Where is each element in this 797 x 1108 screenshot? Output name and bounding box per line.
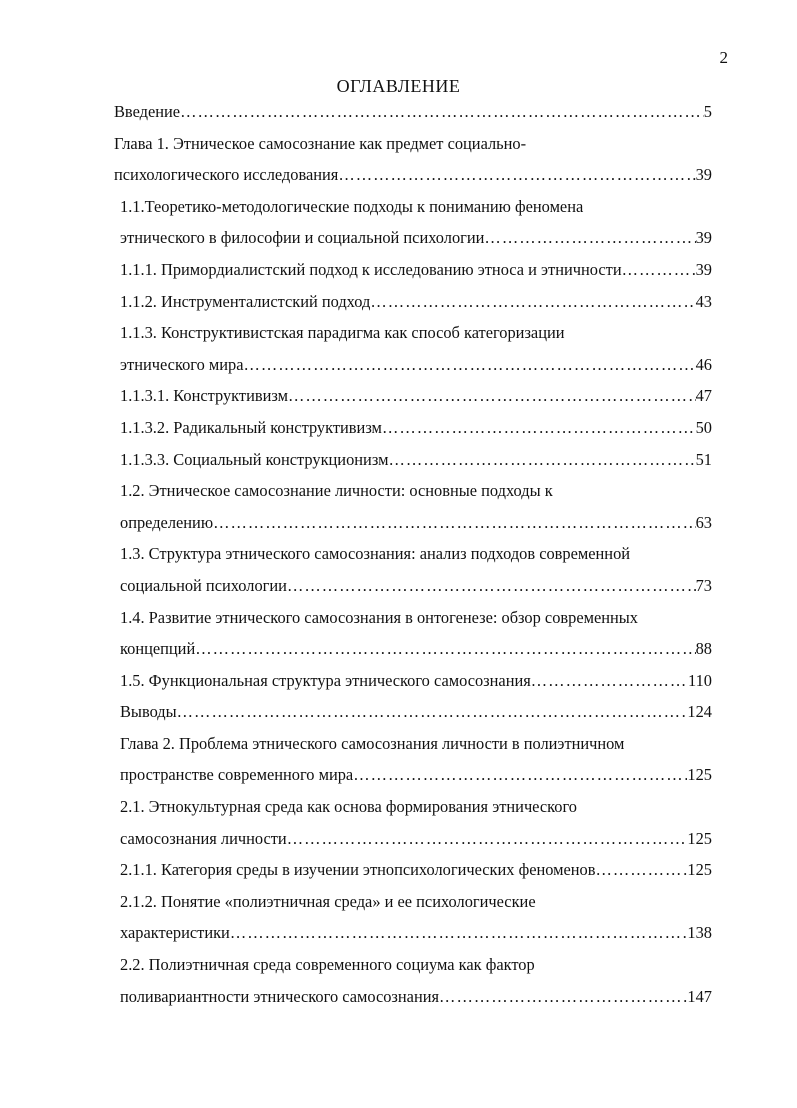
toc-entry	[114, 759, 712, 791]
toc-entry-page: 46	[695, 354, 712, 374]
toc-entry-text: Введение	[114, 102, 181, 121]
toc-entry-text: пространстве современного мира	[120, 765, 354, 785]
toc-entry	[114, 412, 712, 444]
toc-dot-leader	[484, 222, 695, 254]
toc-entry-page: 88	[695, 639, 712, 659]
toc-entry-text: 1.1.3.3. Социальный конструкционизм	[120, 449, 389, 469]
toc-dot-leader	[370, 286, 695, 318]
toc-entry	[114, 96, 712, 128]
toc-dot-leader	[288, 380, 696, 412]
toc-entry-page: 50	[695, 417, 712, 437]
toc-entry	[114, 823, 712, 855]
toc-entry	[114, 633, 712, 665]
toc-title: ОГЛАВЛЕНИЕ	[336, 76, 461, 96]
toc-entry-text: 2.1. Этнокультурная среда как основа формирования этнического	[120, 797, 577, 817]
toc-dot-leader	[287, 570, 696, 602]
toc-entry-page: 138	[687, 923, 712, 943]
toc-entry-text: 1.1.2. Инструменталистский подход	[120, 291, 371, 311]
toc-entry-text: 1.1.3. Конструктивистская парадигма как способ категоризации	[120, 323, 565, 343]
toc-entry	[114, 886, 712, 918]
toc-entry-text: 1.1.Теоретико-методологические подходы к пониманию феномена	[120, 196, 584, 216]
toc-entry	[114, 159, 712, 191]
toc-entry-text: 1.4. Развитие этнического самосознания в онтогенезе: обзор современных	[120, 607, 638, 627]
toc-dot-leader	[180, 96, 704, 128]
toc-entry-text: характеристики	[120, 923, 230, 943]
toc-entry	[114, 286, 712, 318]
toc-dot-leader	[195, 633, 695, 665]
toc-entry	[114, 444, 712, 476]
toc-entry-text: 2.1.2. Понятие «полиэтничная среда» и ее психологические	[120, 891, 536, 911]
toc-entry	[114, 191, 712, 223]
toc-entry-page: 125	[687, 828, 712, 848]
page-number: 2	[719, 48, 728, 67]
toc-entry-text: 1.3. Структура этнического самосознания: анализ подходов современной	[120, 544, 631, 564]
toc-entry-page: 43	[695, 291, 712, 311]
toc-entry-page: 39	[695, 165, 712, 185]
toc-entry-text: 1.1.1. Примордиалистский подход к исследованию этноса и этничности	[120, 259, 622, 279]
toc-entry	[114, 507, 712, 539]
toc-entry	[114, 791, 712, 823]
toc-entry	[114, 917, 712, 949]
toc-dot-leader	[287, 823, 688, 855]
toc-dot-leader	[439, 981, 687, 1013]
toc-entry-text: этнического в философии и социальной психологии	[120, 228, 485, 248]
toc-entry-text: социальной психологии	[120, 575, 287, 595]
toc-entry	[114, 602, 712, 634]
toc-entry	[114, 981, 712, 1013]
toc-entry	[114, 570, 712, 602]
toc-dot-leader	[353, 759, 687, 791]
toc-entry-page: 124	[687, 702, 712, 722]
toc-entry	[114, 728, 712, 760]
table-of-contents	[114, 96, 712, 1012]
toc-dot-leader	[531, 665, 688, 697]
toc-entry-page: 73	[695, 575, 712, 595]
toc-entry-text: самосознания личности	[120, 828, 287, 848]
toc-entry-page: 47	[695, 386, 712, 406]
toc-entry	[114, 696, 712, 728]
toc-dot-leader	[230, 917, 688, 949]
toc-entry-text: психологического исследования	[114, 165, 339, 185]
toc-entry-page: 125	[687, 765, 712, 785]
toc-entry	[114, 665, 712, 697]
toc-entry-page: 39	[695, 228, 712, 248]
toc-entry-text: Глава 1. Этническое самосознание как предмет социально-	[114, 133, 527, 153]
toc-entry-text: концепций	[120, 639, 196, 659]
toc-entry	[114, 128, 712, 160]
toc-entry-page: 110	[688, 670, 712, 690]
toc-entry	[114, 949, 712, 981]
toc-entry	[114, 222, 712, 254]
toc-dot-leader	[177, 696, 688, 728]
toc-entry	[114, 475, 712, 507]
toc-entry-text: этнического мира	[120, 354, 244, 374]
toc-entry-text: 1.2. Этническое самосознание личности: основные подходы к	[120, 481, 553, 501]
toc-entry-text: 1.1.3.1. Конструктивизм	[120, 386, 288, 406]
toc-dot-leader	[382, 412, 696, 444]
toc-entry-text: поливариантности этнического самосознания	[120, 986, 440, 1006]
toc-entry-page: 5	[703, 102, 712, 121]
toc-entry-text: 1.5. Функциональная структура этнического самосознания	[120, 670, 531, 690]
toc-entry	[114, 317, 712, 349]
toc-dot-leader	[388, 444, 695, 476]
toc-entry-page: 147	[687, 986, 712, 1006]
toc-dot-leader	[244, 349, 696, 381]
toc-entry-text: Выводы	[120, 702, 177, 722]
toc-dot-leader	[595, 854, 687, 886]
toc-entry-page: 63	[695, 512, 712, 532]
toc-dot-leader	[338, 159, 695, 191]
toc-entry	[114, 349, 712, 381]
toc-entry-text: 2.2. Полиэтничная среда современного социума как фактор	[120, 955, 535, 975]
toc-entry	[114, 854, 712, 886]
toc-entry-page: 125	[687, 860, 712, 880]
toc-entry-page: 51	[695, 449, 712, 469]
toc-entry	[114, 538, 712, 570]
toc-entry-text: 1.1.3.2. Радикальный конструктивизм	[120, 417, 382, 437]
toc-entry-text: Глава 2. Проблема этнического самосознания личности в полиэтничном	[120, 733, 625, 753]
toc-dot-leader	[213, 507, 696, 539]
toc-entry	[114, 254, 712, 286]
toc-entry-page: 39	[695, 259, 712, 279]
toc-dot-leader	[622, 254, 696, 286]
toc-entry-text: определению	[120, 512, 214, 532]
toc-entry	[114, 380, 712, 412]
toc-entry-text: 2.1.1. Категория среды в изучении этнопсихологических феноменов	[120, 860, 596, 880]
